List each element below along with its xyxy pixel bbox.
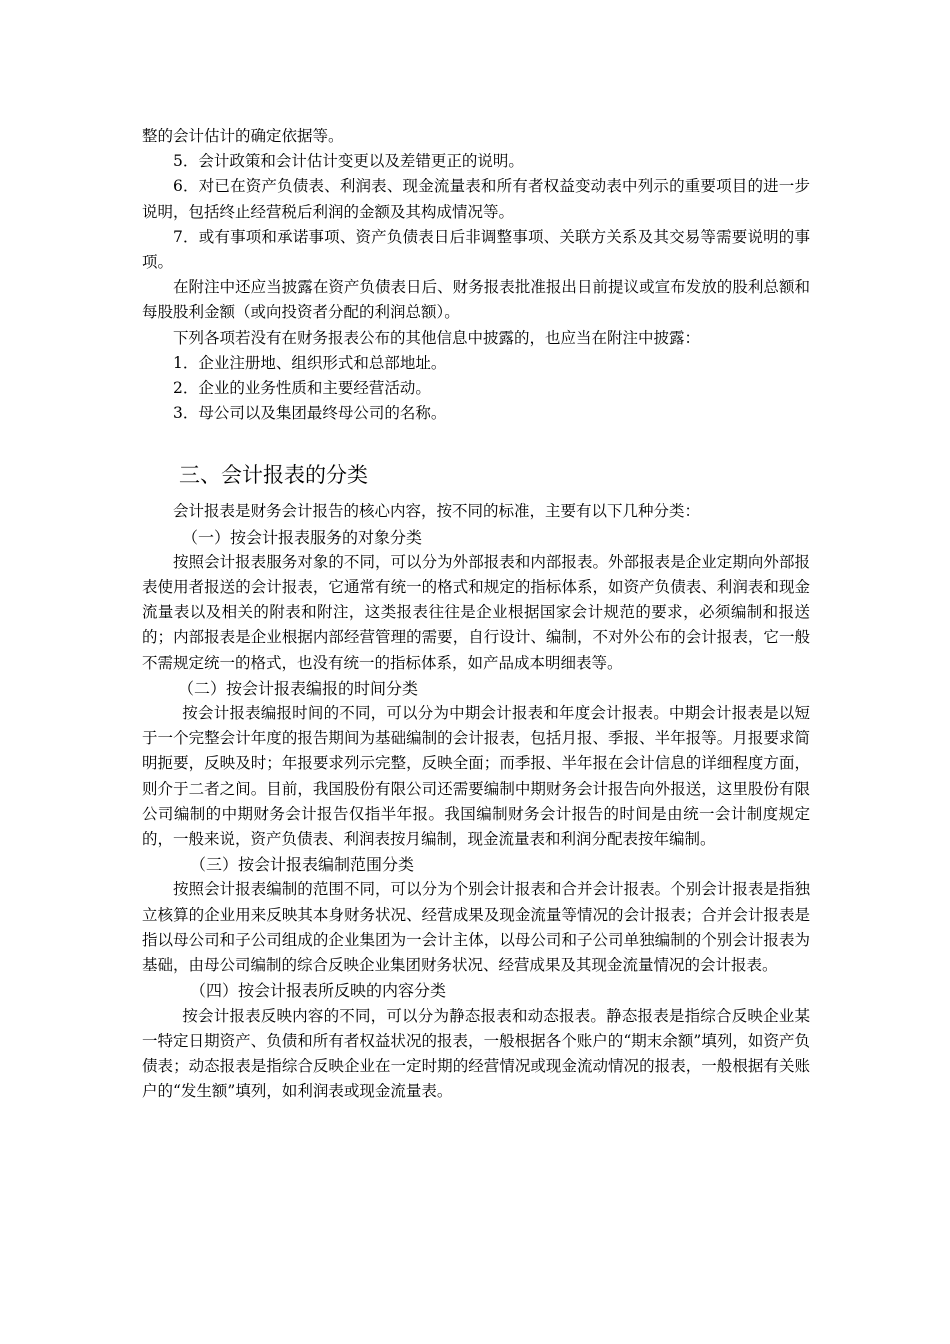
paragraph-other-disclosure: 下列各项若没有在财务报表公布的其他信息中披露的，也应当在附注中披露： [173,328,701,347]
list-item-7: 7．或有事项和承诺事项、资产负债表日后非调整事项、关联方关系及其交易等需要说明的事项。 [142,227,810,272]
list-item-5: 5．会计政策和会计估计变更以及差错更正的说明。 [173,152,524,171]
subsection-heading-4: （四）按会计报表所反映的内容分类 [190,981,447,1001]
subsection-body-2: 按会计报表编报时间的不同，可以分为中期会计报表和年度会计报表。中期会计报表是以短于一个完整会计年度的报告期间为基础编制的会计报表，包括月报、季报、半年报等。月报要求简明扼要，反映及时；年报要求列示完整，反映全面；而季报、半年报在会计信息的详细程度方面，则介于二者之间。目前，我国股份有限公司还需要编制中期财务会计报告向外报送，这里股份有限公司编制的中期财务会计报告仅指半年报。我国编制财务会计报告的时间是由统一会计制度规定的，一般来说，资产负债表、利润表按月编制，现金流量表和利润分配表按年编制。 [142,704,810,849]
disclosure-item-2: 2．企业的业务性质和主要经营活动。 [173,379,431,398]
list-item-6: 6．对已在资产负债表、利润表、现金流量表和所有者权益变动表中列示的重要项目的进一步说明，包括终止经营税后利润的金额及其构成情况等。 [142,177,810,221]
disclosure-item-3: 3．母公司以及集团最终母公司的名称。 [173,404,447,423]
subsection-heading-3: （三）按会计报表编制范围分类 [190,855,415,875]
subsection-body-4: 按会计报表反映内容的不同，可以分为静态报表和动态报表。静态报表是指综合反映企业某一特定日期资产、负债和所有者权益状况的报表，一般根据各个账户的“期末余额”填列，如资产负债表；动态报表是指综合反映企业在一定时期的经营情况或现金流动情况的报表，一般根据有关账户的“发生额”填列，如利润表或现金流量表。 [142,1006,810,1101]
subsection-heading-1: （一）按会计报表服务的对象分类 [182,527,423,547]
paragraph-continuation: 整的会计估计的确定依据等。 [142,127,344,145]
subsection-heading-2: （二）按会计报表编报的时间分类 [178,678,419,698]
section-lead: 会计报表是财务会计报告的核心内容，按不同的标准，主要有以下几种分类： [173,502,701,521]
paragraph-dividend-disclosure: 在附注中还应当披露在资产负债表日后、财务报表批准报出日前提议或宣布发放的股利总额和每股股利金额（或向投资者分配的利润总额）。 [142,278,810,322]
section-heading: 三、会计报表的分类 [179,463,368,488]
disclosure-item-1: 1．企业注册地、组织形式和总部地址。 [173,353,447,372]
document-body [142,124,810,1104]
subsection-body-3: 按照会计报表编制的范围不同，可以分为个别会计报表和合并会计报表。个别会计报表是指独立核算的企业用来反映其本身财务状况、经营成果及现金流量等情况的会计报表；合并会计报表是指以母公司和子公司组成的企业集团为一会计主体，以母公司和子公司单独编制的个别会计报表为基础，由母公司编制的综合反映企业集团财务状况、经营成果及其现金流量情况的会计报表。 [142,880,810,975]
subsection-body-1: 按照会计报表服务对象的不同，可以分为外部报表和内部报表。外部报表是企业定期向外部报表使用者报送的会计报表，它通常有统一的格式和规定的指标体系，如资产负债表、利润表和现金流量表以及相关的附表和附注，这类报表往往是企业根据国家会计规范的要求，必须编制和报送的；内部报表是企业根据内部经营管理的需要，自行设计、编制，不对外公布的会计报表，它一般不需规定统一的格式，也没有统一的指标体系，如产品成本明细表等。 [142,552,810,672]
